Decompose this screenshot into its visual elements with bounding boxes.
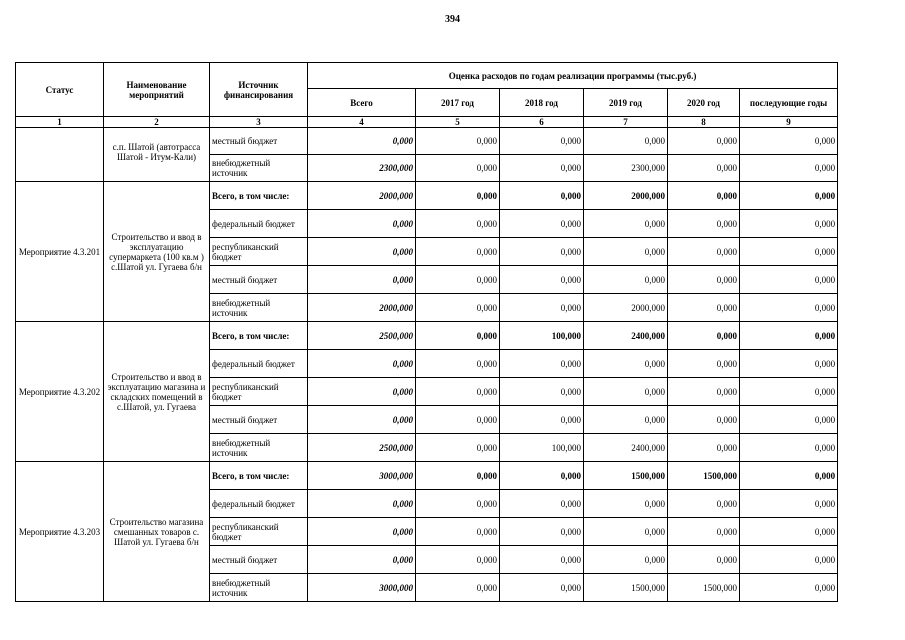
page-number: 394 [445,14,460,25]
year-value-cell: 2400,000 [584,322,668,350]
year-value-cell: 2000,000 [584,182,668,210]
year-value-cell: 0,000 [740,546,838,574]
total-value-cell: 2000,000 [308,294,416,322]
year-value-cell: 0,000 [416,462,500,490]
year-value-cell: 0,000 [668,434,740,462]
year-value-cell: 0,000 [416,322,500,350]
total-value-cell: 0,000 [308,546,416,574]
year-value-cell: 0,000 [500,378,584,406]
year-value-cell: 0,000 [668,294,740,322]
table-row [16,462,838,490]
year-value-cell: 0,000 [584,406,668,434]
event-name-cell [104,322,210,462]
year-value-cell: 0,000 [500,490,584,518]
year-value-cell: 0,000 [584,490,668,518]
year-value-cell: 0,000 [584,378,668,406]
year-value-cell: 0,000 [500,238,584,266]
total-value-cell: 0,000 [308,350,416,378]
source-cell: республиканский бюджет [210,518,308,546]
year-value-cell: 0,000 [740,210,838,238]
year-value-cell: 0,000 [500,294,584,322]
year-value-cell: 0,000 [416,490,500,518]
year-value-cell: 0,000 [416,155,500,182]
year-value-cell: 0,000 [668,518,740,546]
column-number: 9 [740,117,838,128]
year-value-cell: 0,000 [416,518,500,546]
year-value-cell: 0,000 [668,546,740,574]
year-value-cell: 0,000 [416,294,500,322]
year-value-cell: 0,000 [740,406,838,434]
year-value-cell: 0,000 [668,322,740,350]
table-row [16,322,838,350]
total-value-cell: 2500,000 [308,434,416,462]
total-value-cell: 2000,000 [308,182,416,210]
column-number: 2 [104,117,210,128]
column-number: 4 [308,117,416,128]
year-value-cell: 0,000 [668,210,740,238]
year-value-cell: 0,000 [416,238,500,266]
source-cell: республиканский бюджет [210,238,308,266]
table-row [16,128,838,155]
year-value-cell: 0,000 [668,155,740,182]
header-2018: 2018 год [500,89,584,117]
table-row [16,182,838,210]
year-value-cell: 0,000 [740,128,838,155]
year-value-cell: 0,000 [416,574,500,602]
source-cell: местный бюджет [210,406,308,434]
year-value-cell: 0,000 [500,462,584,490]
year-value-cell: 2400,000 [584,434,668,462]
source-cell: федеральный бюджет [210,490,308,518]
header-later: последующие годы [740,89,838,117]
column-number: 7 [584,117,668,128]
total-value-cell: 0,000 [308,378,416,406]
year-value-cell: 0,000 [416,128,500,155]
source-cell: внебюджетный источник [210,574,308,602]
source-cell: местный бюджет [210,128,308,155]
header-2020: 2020 год [668,89,740,117]
year-value-cell: 0,000 [668,490,740,518]
year-value-cell: 0,000 [416,434,500,462]
header-source: Источник финансирования [210,63,308,117]
year-value-cell: 0,000 [584,238,668,266]
year-value-cell: 0,000 [416,406,500,434]
year-value-cell: 1500,000 [668,574,740,602]
status-cell: Мероприятие 4.3.203 [16,462,104,602]
column-number: 3 [210,117,308,128]
source-cell: местный бюджет [210,546,308,574]
total-value-cell: 3000,000 [308,462,416,490]
year-value-cell: 0,000 [500,406,584,434]
event-name: Строительство магазина смешанных товаров с. Шатой ул. Гугаева б/н [109,516,204,547]
year-value-cell: 0,000 [740,462,838,490]
status-cell: Мероприятие 4.3.202 [16,322,104,462]
source-cell: внебюджетный источник [210,294,308,322]
year-value-cell: 0,000 [740,182,838,210]
source-cell: федеральный бюджет [210,350,308,378]
year-value-cell: 2300,000 [584,155,668,182]
year-value-cell: 0,000 [500,546,584,574]
year-value-cell: 0,000 [668,350,740,378]
event-name-cell [104,128,210,182]
source-cell: Всего, в том числе: [210,182,308,210]
year-value-cell: 0,000 [500,210,584,238]
year-value-cell: 0,000 [740,434,838,462]
source-cell: Всего, в том числе: [210,322,308,350]
event-name-cell [104,182,210,322]
year-value-cell: 0,000 [584,266,668,294]
header-2019: 2019 год [584,89,668,117]
event-name-cell [104,462,210,602]
year-value-cell: 0,000 [416,210,500,238]
budget-table [15,62,838,602]
column-number: 8 [668,117,740,128]
year-value-cell: 0,000 [740,574,838,602]
year-value-cell: 0,000 [416,378,500,406]
status-cell: Мероприятие 4.3.201 [16,182,104,322]
year-value-cell: 0,000 [500,266,584,294]
header-total: Всего [308,89,416,117]
year-value-cell: 1500,000 [584,462,668,490]
year-value-cell: 2000,000 [584,294,668,322]
total-value-cell: 2300,000 [308,155,416,182]
year-value-cell: 0,000 [740,238,838,266]
source-cell: внебюджетный источник [210,155,308,182]
source-cell: внебюджетный источник [210,434,308,462]
year-value-cell: 0,000 [500,182,584,210]
source-cell: федеральный бюджет [210,210,308,238]
year-value-cell: 0,000 [668,378,740,406]
year-value-cell: 1500,000 [584,574,668,602]
year-value-cell: 0,000 [500,574,584,602]
year-value-cell: 0,000 [740,155,838,182]
year-value-cell: 0,000 [584,546,668,574]
year-value-cell: 0,000 [416,266,500,294]
total-value-cell: 0,000 [308,406,416,434]
year-value-cell: 0,000 [668,266,740,294]
source-cell: республиканский бюджет [210,378,308,406]
year-value-cell: 0,000 [584,128,668,155]
total-value-cell: 0,000 [308,210,416,238]
year-value-cell: 0,000 [668,182,740,210]
year-value-cell: 100,000 [500,322,584,350]
event-name: Строительство и ввод в эксплуатацию магазина и складских помещений в с.Шатой, ул. Гугаева [107,371,206,412]
total-value-cell: 0,000 [308,518,416,546]
year-value-cell: 0,000 [416,182,500,210]
source-cell: местный бюджет [210,266,308,294]
header-name: Наименование мероприятий [104,63,210,117]
year-value-cell: 0,000 [500,518,584,546]
total-value-cell: 3000,000 [308,574,416,602]
event-name: Строительство и ввод в эксплуатацию супермаркета (100 кв.м ) с.Шатой ул. Гугаева б/н [109,231,204,272]
status-cell [16,128,104,182]
year-value-cell: 0,000 [668,406,740,434]
total-value-cell: 0,000 [308,490,416,518]
year-value-cell: 0,000 [584,350,668,378]
year-value-cell: 1500,000 [668,462,740,490]
total-value-cell: 2500,000 [308,322,416,350]
header-2017: 2017 год [416,89,500,117]
column-number: 6 [500,117,584,128]
header-status: Статус [16,63,104,117]
event-name: с.п. Шатой (автотрасса Шатой - Итум-Кали) [112,142,201,162]
year-value-cell: 0,000 [500,128,584,155]
total-value-cell: 0,000 [308,266,416,294]
year-value-cell: 100,000 [500,434,584,462]
year-value-cell: 0,000 [500,155,584,182]
year-value-cell: 0,000 [668,128,740,155]
year-value-cell: 0,000 [416,350,500,378]
year-value-cell: 0,000 [740,322,838,350]
table-body [16,128,838,602]
column-number: 5 [416,117,500,128]
column-number: 1 [16,117,104,128]
year-value-cell: 0,000 [668,238,740,266]
year-value-cell: 0,000 [500,350,584,378]
header-group: Оценка расходов по годам реализации программы (тыс.руб.) [308,63,838,89]
year-value-cell: 0,000 [740,266,838,294]
year-value-cell: 0,000 [416,546,500,574]
total-value-cell: 0,000 [308,128,416,155]
source-cell: Всего, в том числе: [210,462,308,490]
year-value-cell: 0,000 [740,490,838,518]
year-value-cell: 0,000 [740,294,838,322]
year-value-cell: 0,000 [584,518,668,546]
year-value-cell: 0,000 [740,518,838,546]
year-value-cell: 0,000 [740,350,838,378]
year-value-cell: 0,000 [584,210,668,238]
total-value-cell: 0,000 [308,238,416,266]
year-value-cell: 0,000 [740,378,838,406]
